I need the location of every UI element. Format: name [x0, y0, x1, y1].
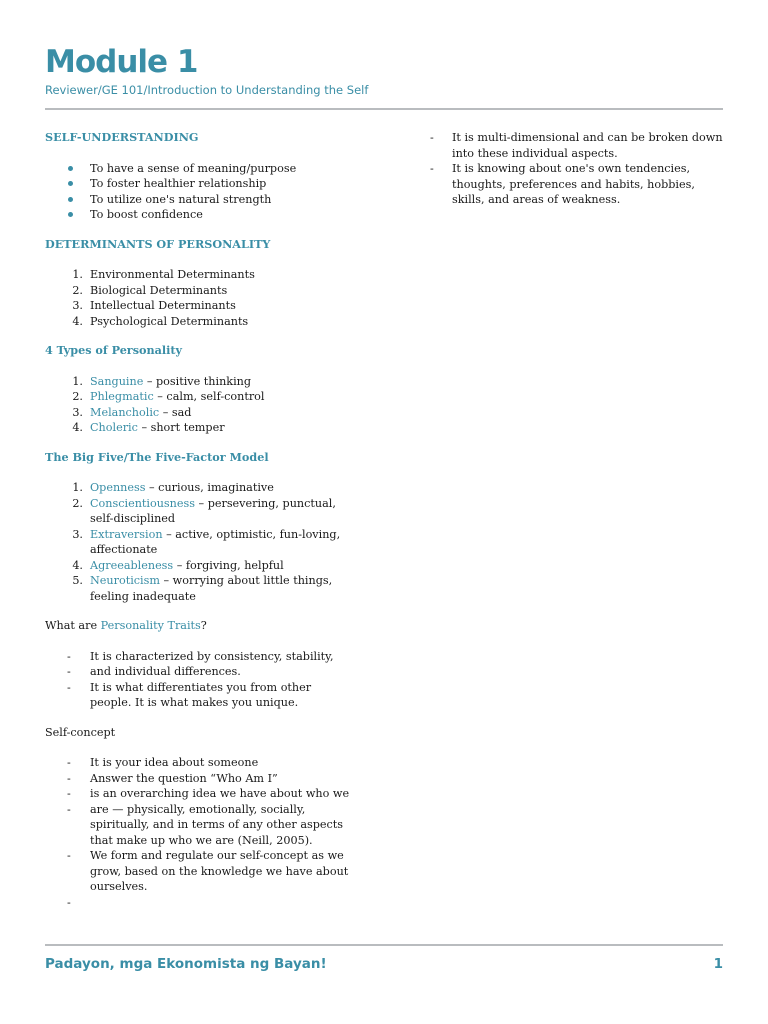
header-divider	[45, 108, 723, 110]
self-concept-heading: Self-concept	[45, 725, 116, 739]
list-item: 3. Intellectual Determinants	[72, 299, 236, 312]
list-item: - are — physically, emotionally, socially, spiritually, and in terms of any other aspects that make up who we are (Neill, 2005).	[67, 802, 344, 847]
list-item: - It is multi-dimensional and can be broken down into these individual aspects.	[430, 131, 723, 160]
list-item: 4. Agreeableness – forgiving, helpful	[72, 558, 284, 572]
list-item: 1. Openness – curious, imaginative	[72, 481, 274, 494]
footer-divider	[45, 944, 723, 946]
list-item: - It is characterized by consistency, stability,	[67, 649, 334, 663]
list-item: To have a sense of meaning/purpose	[45, 161, 375, 177]
list-item: To boost confidence	[45, 207, 375, 223]
list-item: - We form and regulate our self-concept as we grow, based on the knowledge we have about ourselves.	[67, 849, 349, 893]
personality-types-list	[45, 374, 375, 436]
traits-list	[45, 649, 355, 711]
list-item: - It is what differentiates you from other people. It is what makes you unique.	[67, 680, 312, 709]
list-item: - It is your idea about someone	[67, 756, 259, 769]
module-subtitle: Reviewer/GE 101/Introduction to Understanding the Self	[45, 83, 369, 97]
list-item: 4. Choleric – short temper	[72, 421, 225, 434]
list-item: 2. Biological Determinants	[72, 283, 228, 297]
bullet-icon	[45, 176, 90, 192]
list-item: 1. Sanguine – positive thinking	[72, 374, 252, 388]
left-column	[45, 130, 375, 910]
list-item: - and individual differences.	[67, 665, 241, 678]
self-understanding-heading: SELF-UNDERSTANDING	[45, 130, 199, 144]
list-item: - is an overarching idea we have about who we	[67, 787, 350, 800]
traits-term: Personality Traits	[100, 619, 201, 632]
list-item: - It is knowing about one's own tendencies, thoughts, preferences and habits, hobbies, skills, and areas of weakness.	[430, 162, 695, 206]
determinants-heading: DETERMINANTS OF PERSONALITY	[45, 236, 271, 251]
page-number: 1	[713, 956, 723, 972]
list-item: 2. Phlegmatic – calm, self-control	[72, 390, 265, 403]
self-understanding-list	[45, 161, 375, 223]
bullet-icon	[45, 161, 90, 177]
footer-slogan: Padayon, mga Ekonomista ng Bayan!	[45, 956, 327, 972]
list-item: 3. Extraversion – active, optimistic, fun-loving, affectionate	[72, 527, 341, 556]
list-item: 1. Environmental Determinants	[72, 268, 255, 281]
self-concept-list	[45, 755, 361, 910]
list-item: 2. Conscientiousness – persevering, punctual, self-disciplined	[72, 496, 336, 525]
list-item: To utilize one's natural strength	[45, 192, 375, 208]
self-concept-continued-list	[430, 130, 730, 208]
module-title: Module 1	[45, 44, 198, 80]
big-five-heading: The Big Five/The Five-Factor Model	[45, 449, 269, 464]
right-column	[430, 130, 730, 208]
list-item: - Answer the question “Who Am I”	[67, 771, 278, 785]
list-item: 3. Melancholic – sad	[72, 405, 192, 419]
bullet-icon	[45, 192, 90, 208]
traits-question: What are Personality Traits?	[45, 619, 207, 632]
determinants-list	[45, 267, 375, 329]
list-item: 4. Psychological Determinants	[72, 314, 249, 328]
list-item: To foster healthier relationship	[45, 176, 375, 192]
personality-types-heading: 4 Types of Personality	[45, 343, 183, 357]
big-five-list	[45, 480, 355, 604]
bullet-icon	[45, 207, 90, 223]
list-item: -	[67, 895, 71, 909]
list-item: 5. Neuroticism – worrying about little things, feeling inadequate	[72, 574, 333, 603]
